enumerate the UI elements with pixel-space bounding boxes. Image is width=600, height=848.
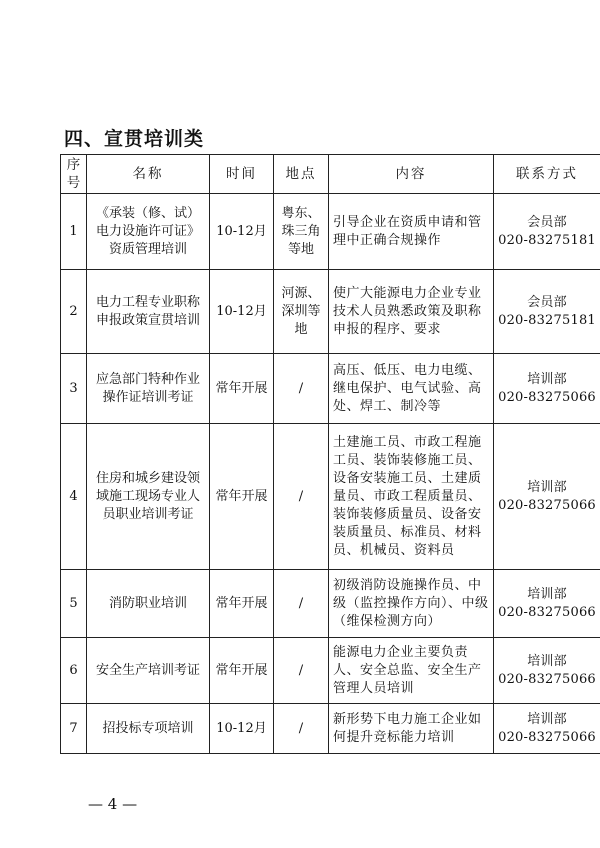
row-name: 电力工程专业职称申报政策宣贯培训 [87,270,210,354]
contact-dept: 培训部 [527,711,567,727]
row-seq: 7 [61,704,87,754]
header-content: 内容 [329,155,494,194]
row-contact [494,638,600,704]
row-name: 消防职业培训 [87,570,210,638]
contact-phone: 020-83275066 [498,497,596,513]
row-name: 安全生产培训考证 [87,638,210,704]
row-name: 应急部门特种作业操作证培训考证 [87,354,210,424]
row-contact [494,270,600,354]
contact-dept: 培训部 [527,371,567,387]
contact-dept: 培训部 [527,653,567,669]
row-contact [494,194,600,270]
table-row [61,704,600,754]
contact-phone: 020-83275066 [498,389,596,405]
row-contact [494,424,600,570]
row-place: / [274,638,329,704]
row-seq: 4 [61,424,87,570]
table-row [61,424,600,570]
row-time: 10-12月 [210,704,274,754]
row-time: 10-12月 [210,270,274,354]
table-header-row [61,155,600,194]
row-content: 使广大能源电力企业专业技术人员熟悉政策及职称申报的程序、要求 [329,270,494,354]
row-seq: 5 [61,570,87,638]
row-seq: 3 [61,354,87,424]
contact-dept: 培训部 [527,586,567,602]
contact-phone: 020-83275181 [498,232,596,248]
row-place: / [274,570,329,638]
section-title: 四、宣贯培训类 [64,128,205,150]
row-contact [494,570,600,638]
row-seq: 6 [61,638,87,704]
table-row [61,270,600,354]
row-name: 招投标专项培训 [87,704,210,754]
row-seq: 1 [61,194,87,270]
row-content: 初级消防设施操作员、中级（监控操作方向）、中级（维保检测方向） [329,570,494,638]
header-time: 时间 [210,155,274,194]
row-content: 高压、低压、电力电缆、继电保护、电气试验、高处、焊工、制冷等 [329,354,494,424]
header-seq: 序号 [61,155,87,194]
table-row [61,194,600,270]
header-place: 地点 [274,155,329,194]
row-contact [494,354,600,424]
row-content: 新形势下电力施工企业如何提升竞标能力培训 [329,704,494,754]
header-contact: 联系方式 [494,155,600,194]
row-name: 《承装（修、试）电力设施许可证》资质管理培训 [87,194,210,270]
contact-dept: 会员部 [527,214,567,230]
row-time: 10-12月 [210,194,274,270]
row-contact [494,704,600,754]
row-time: 常年开展 [210,570,274,638]
table-row [61,570,600,638]
row-time: 常年开展 [210,638,274,704]
contact-phone: 020-83275066 [498,604,596,620]
contact-phone: 020-83275181 [498,312,596,328]
training-plan-table [60,154,600,754]
table-row [61,638,600,704]
row-seq: 2 [61,270,87,354]
row-place: / [274,424,329,570]
contact-phone: 020-83275066 [498,671,596,687]
row-time: 常年开展 [210,424,274,570]
contact-dept: 培训部 [527,479,567,495]
header-name: 名称 [87,155,210,194]
row-content: 引导企业在资质申请和管理中正确合规操作 [329,194,494,270]
page-number: — 4 — [88,795,138,813]
row-place: 河源、深圳等地 [274,270,329,354]
row-content: 能源电力企业主要负责人、安全总监、安全生产管理人员培训 [329,638,494,704]
row-content: 土建施工员、市政工程施工员、装饰装修施工员、设备安装施工员、土建质量员、市政工程质量员、装饰装修质量员、设备安装质量员、标准员、材料员、机械员、资料员 [329,424,494,570]
row-place: 粤东、珠三角等地 [274,194,329,270]
row-name: 住房和城乡建设领域施工现场专业人员职业培训考证 [87,424,210,570]
row-place: / [274,354,329,424]
row-time: 常年开展 [210,354,274,424]
contact-phone: 020-83275066 [498,729,596,745]
contact-dept: 会员部 [527,294,567,310]
table-row [61,354,600,424]
row-place: / [274,704,329,754]
